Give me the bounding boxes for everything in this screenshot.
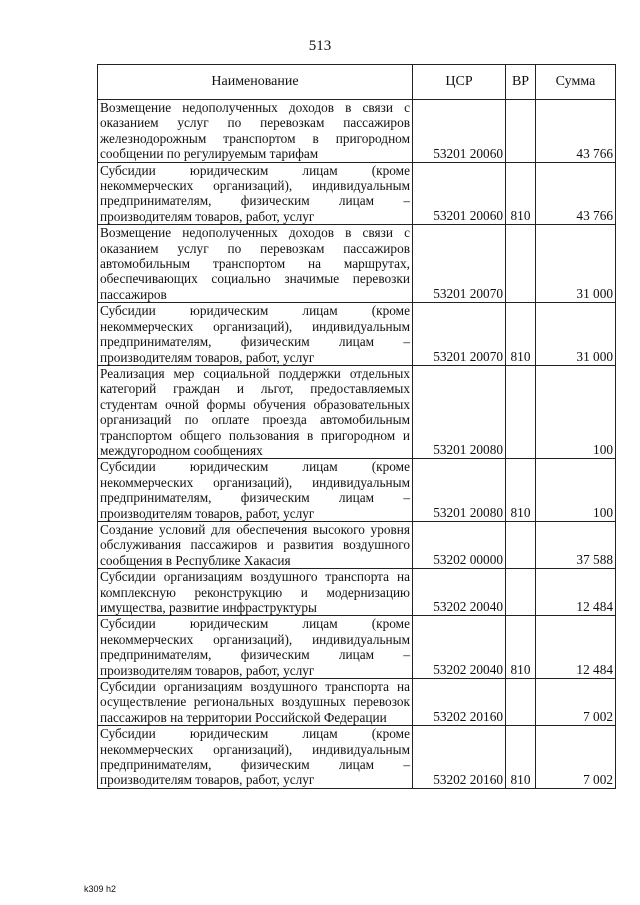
- table-row: [98, 726, 616, 789]
- row-vr: 810: [506, 162, 536, 225]
- row-vr: [506, 521, 536, 568]
- row-vr: 810: [506, 303, 536, 366]
- row-vr: [506, 100, 536, 163]
- row-name: Возмещение недополученных доходов в связи с оказанием услуг по перевозкам пассажиров железнодорожным транспортом в пригородном сообщении по регулируемым тарифам: [98, 100, 413, 163]
- row-name: Субсидии организациям воздушного транспорта на осуществление региональных воздушных перевозок пассажиров на территории Российской Федерации: [98, 679, 413, 726]
- row-code: 53201 20060: [413, 100, 506, 163]
- row-vr: 810: [506, 726, 536, 789]
- table-row: [98, 521, 616, 568]
- row-vr: [506, 679, 536, 726]
- row-name: Субсидии юридическим лицам (кроме некоммерческих организаций), индивидуальным предпринимателям, физическим лицам – производителям товаров, работ, услуг: [98, 726, 413, 789]
- row-name: Возмещение недополученных доходов в связи с оказанием услуг по перевозкам пассажиров автомобильным транспортом на маршрутах, обеспечивающих социально значимые перевозки пассажиров: [98, 225, 413, 303]
- row-sum: 100: [536, 459, 616, 522]
- row-name: Субсидии организациям воздушного транспорта на комплексную реконструкцию и модернизацию имущества, развитие инфраструктуры: [98, 569, 413, 616]
- row-name: Субсидии юридическим лицам (кроме некоммерческих организаций), индивидуальным предпринимателям, физическим лицам – производителям товаров, работ, услуг: [98, 616, 413, 679]
- header-code: ЦСР: [413, 65, 506, 100]
- row-code: 53201 20080: [413, 365, 506, 458]
- table-row: [98, 459, 616, 522]
- row-name: Реализация мер социальной поддержки отдельных категорий граждан и льгот, предоставляемых студентам очной формы обучения образовательных организаций по оплате проезда автомобильным транспортом общего пользования в пригородном и междугородном сообщениях: [98, 365, 413, 458]
- row-code: 53202 20040: [413, 569, 506, 616]
- row-vr: [506, 225, 536, 303]
- row-name: Субсидии юридическим лицам (кроме некоммерческих организаций), индивидуальным предпринимателям, физическим лицам – производителям товаров, работ, услуг: [98, 303, 413, 366]
- row-sum: 31 000: [536, 303, 616, 366]
- row-name: Субсидии юридическим лицам (кроме некоммерческих организаций), индивидуальным предпринимателям, физическим лицам – производителям товаров, работ, услуг: [98, 459, 413, 522]
- row-name: Субсидии юридическим лицам (кроме некоммерческих организаций), индивидуальным предпринимателям, физическим лицам – производителям товаров, работ, услуг: [98, 162, 413, 225]
- row-vr: 810: [506, 459, 536, 522]
- row-code: 53201 20080: [413, 459, 506, 522]
- row-code: 53201 20060: [413, 162, 506, 225]
- row-sum: 43 766: [536, 162, 616, 225]
- row-code: 53202 20040: [413, 616, 506, 679]
- header-name: Наименование: [98, 65, 413, 100]
- table-row: [98, 679, 616, 726]
- row-sum: 12 484: [536, 569, 616, 616]
- row-code: 53202 00000: [413, 521, 506, 568]
- header-vr: ВР: [506, 65, 536, 100]
- row-vr: 810: [506, 616, 536, 679]
- row-sum: 7 002: [536, 679, 616, 726]
- row-sum: 7 002: [536, 726, 616, 789]
- row-sum: 43 766: [536, 100, 616, 163]
- row-code: 53201 20070: [413, 225, 506, 303]
- table-row: [98, 365, 616, 458]
- row-code: 53202 20160: [413, 726, 506, 789]
- table-row: [98, 569, 616, 616]
- budget-table: [97, 64, 616, 789]
- table-header-row: [98, 65, 616, 100]
- header-sum: Сумма: [536, 65, 616, 100]
- table-row: [98, 225, 616, 303]
- row-code: 53202 20160: [413, 679, 506, 726]
- row-vr: [506, 569, 536, 616]
- row-code: 53201 20070: [413, 303, 506, 366]
- row-sum: 31 000: [536, 225, 616, 303]
- table-row: [98, 303, 616, 366]
- footer-code: k309 h2: [84, 884, 117, 894]
- row-sum: 12 484: [536, 616, 616, 679]
- row-name: Создание условий для обеспечения высокого уровня обслуживания пассажиров и развития воздушного сообщения в Республике Хакасия: [98, 521, 413, 568]
- row-sum: 37 588: [536, 521, 616, 568]
- table-row: [98, 616, 616, 679]
- row-vr: [506, 365, 536, 458]
- table-row: [98, 162, 616, 225]
- row-sum: 100: [536, 365, 616, 458]
- page-number: 513: [308, 38, 332, 54]
- table-row: [98, 100, 616, 163]
